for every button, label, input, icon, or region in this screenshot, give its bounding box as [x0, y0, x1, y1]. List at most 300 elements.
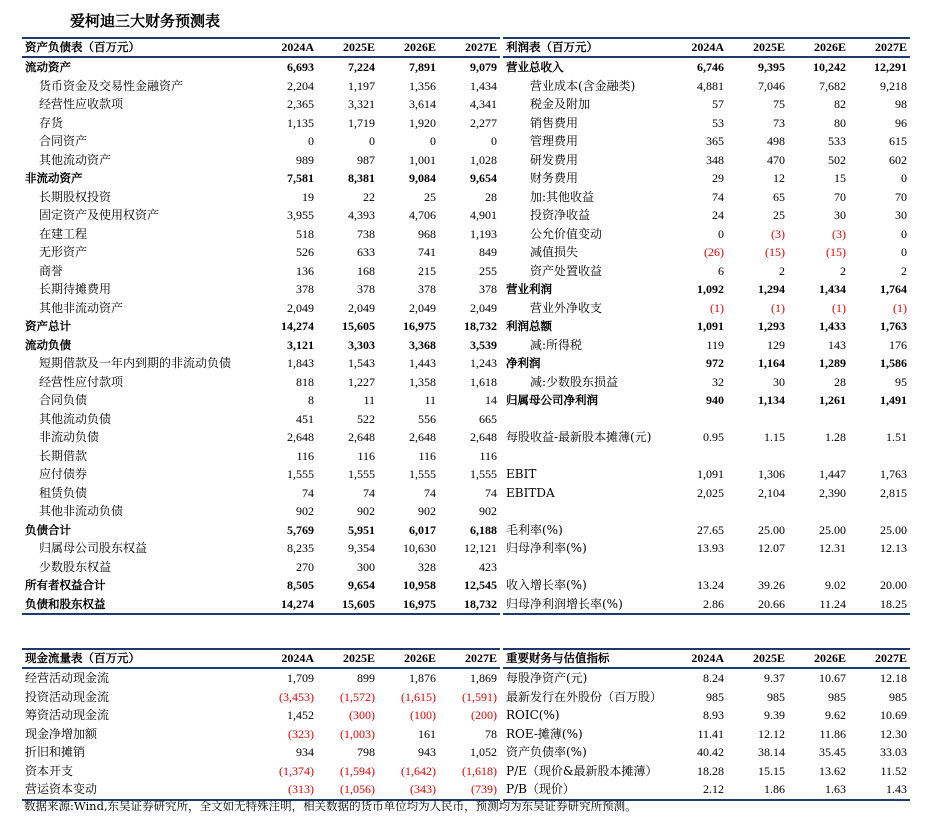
- row-value: 4,901: [470, 208, 497, 222]
- table-row: [22, 428, 500, 447]
- row-value: 168: [357, 263, 375, 278]
- row-value: 902: [479, 504, 497, 518]
- row-value: 9.39: [764, 708, 785, 722]
- row-value: 1.15: [764, 430, 785, 444]
- row-label: 财务费用: [530, 171, 579, 185]
- row-value: 11: [363, 393, 375, 407]
- cashflow-table: [22, 648, 500, 801]
- row-value: 11.52: [880, 763, 907, 778]
- row-value: 818: [296, 374, 314, 389]
- row-value: 6,746: [697, 60, 724, 74]
- row-label: 长期借款: [39, 448, 88, 463]
- row-label: 经营活动现金流: [25, 671, 110, 685]
- row-value: (323): [288, 726, 314, 741]
- row-value: 12.31: [819, 541, 846, 555]
- row-value: 38.14: [758, 745, 785, 759]
- row-value: 12: [773, 171, 785, 185]
- row-value: 934: [296, 745, 314, 759]
- row-value: 2,277: [470, 115, 497, 130]
- row-value: 255: [479, 263, 497, 278]
- row-value: 116: [296, 448, 314, 463]
- row-value: 3,539: [470, 337, 497, 352]
- row-value: 1,092: [697, 282, 724, 296]
- table-row: [22, 262, 500, 281]
- row-value: 378: [357, 282, 375, 296]
- row-value: 522: [357, 411, 375, 426]
- row-value: [727, 447, 788, 466]
- row-label: 资产处置收益: [530, 263, 603, 278]
- row-value: 7,891: [409, 60, 436, 74]
- row-value: 3,955: [287, 208, 314, 222]
- row-value: 378: [296, 282, 314, 296]
- table-row: [503, 688, 910, 707]
- page-title: 爱柯迪三大财务预测表: [70, 12, 221, 30]
- row-value: 1.43: [849, 780, 910, 800]
- row-value: 1,443: [409, 356, 436, 370]
- row-value: 6: [718, 263, 724, 278]
- row-value: 2,648: [409, 430, 436, 444]
- row-value: 14: [485, 393, 497, 407]
- table-row: [503, 762, 910, 781]
- row-value: 1,306: [758, 467, 785, 481]
- row-value: 12.18: [880, 671, 907, 685]
- row-value: 0: [491, 134, 497, 148]
- row-value: 2,648: [287, 430, 314, 444]
- row-value: 82: [834, 97, 846, 111]
- row-label: 营业总收入: [506, 60, 564, 74]
- table-row: [503, 410, 910, 429]
- table-row: [503, 576, 910, 595]
- cashflow-header-year: 2025E: [317, 649, 378, 668]
- row-value: 3,121: [287, 337, 314, 352]
- valuation-table: [503, 648, 910, 801]
- row-value: 556: [418, 411, 436, 426]
- row-value: 20.00: [880, 578, 907, 592]
- row-label: 流动资产: [25, 60, 71, 74]
- table-row: [22, 188, 500, 207]
- row-label: 公允价值变动: [530, 226, 603, 241]
- balance-header-title: 资产负债表（百万元）: [22, 38, 256, 57]
- income-header-year: 2024A: [666, 38, 727, 57]
- row-value: (3): [832, 226, 846, 241]
- row-value: (26): [704, 245, 724, 259]
- table-row: [503, 373, 910, 392]
- row-value: 9,079: [470, 60, 497, 74]
- row-value: 798: [357, 745, 375, 759]
- row-label: 合同负债: [39, 393, 88, 407]
- row-label: 营业成本(含金融类): [530, 78, 636, 93]
- row-value: 9,654: [348, 578, 375, 592]
- row-label: 短期借款及一年内到期的非流动负债: [39, 356, 232, 370]
- row-label: 货币资金及交易性金融资产: [39, 78, 184, 93]
- row-label: 销售费用: [530, 115, 579, 130]
- row-label: 非流动负债: [39, 430, 100, 444]
- row-value: 985: [889, 689, 907, 704]
- row-label: 现金净增加额: [25, 726, 98, 741]
- row-value: 10,958: [403, 578, 436, 592]
- row-value: 9.62: [825, 708, 846, 722]
- table-row: [22, 558, 500, 577]
- row-value: 15,605: [317, 595, 378, 615]
- row-value: (1): [893, 300, 907, 315]
- row-label: [503, 447, 666, 466]
- row-value: 28: [834, 374, 846, 389]
- row-label: 资产负债率(%): [506, 745, 587, 759]
- row-value: 1,289: [819, 356, 846, 370]
- row-value: 14,274: [256, 595, 317, 615]
- row-value: 902: [418, 504, 436, 518]
- row-value: (1,615): [401, 689, 436, 704]
- cashflow-header-year: 2024A: [256, 649, 317, 668]
- row-value: [849, 558, 910, 577]
- row-value: 12.07: [758, 541, 785, 555]
- row-value: 2,648: [470, 430, 497, 444]
- row-value: (343): [378, 780, 439, 800]
- table-row: [503, 132, 910, 151]
- row-label: 减值损失: [530, 245, 579, 259]
- row-value: 8: [308, 393, 314, 407]
- row-label: 每股收益-最新股本摊薄(元): [506, 430, 652, 444]
- row-value: [788, 558, 849, 577]
- row-value: 2,049: [470, 300, 497, 315]
- row-value: 902: [357, 504, 375, 518]
- row-value: 1,869: [470, 671, 497, 685]
- row-value: 0: [901, 226, 907, 241]
- table-row: [22, 762, 500, 781]
- row-value: 74: [712, 189, 724, 204]
- table-row: [503, 299, 910, 318]
- row-value: 11.41: [697, 726, 724, 741]
- row-value: 1,358: [409, 374, 436, 389]
- row-value: 14,274: [281, 319, 314, 333]
- row-value: 18,732: [439, 595, 500, 615]
- row-value: 16,975: [403, 319, 436, 333]
- row-label: 折旧和摊销: [25, 745, 86, 759]
- row-label: 减:少数股东损益: [530, 374, 619, 389]
- row-value: 0: [430, 134, 436, 148]
- valuation-header-year: 2025E: [727, 649, 788, 668]
- row-value: 16,975: [378, 595, 439, 615]
- row-label: 营业外净收支: [530, 300, 603, 315]
- balance-header-year: 2027E: [439, 38, 500, 57]
- row-label: 管理费用: [530, 134, 579, 148]
- row-value: 116: [418, 448, 436, 463]
- row-value: 33.03: [880, 745, 907, 759]
- row-value: 2.12: [666, 780, 727, 800]
- table-row: [503, 57, 910, 77]
- row-value: 39.26: [758, 578, 785, 592]
- row-label: 加:其他收益: [530, 189, 595, 204]
- row-value: 57: [712, 97, 724, 111]
- row-label: P/E（现价&最新股本摊薄）: [506, 763, 658, 778]
- row-value: 20.66: [727, 595, 788, 615]
- table-row: [22, 57, 500, 77]
- row-label: 负债合计: [25, 522, 71, 537]
- income-header-year: 2027E: [849, 38, 910, 57]
- row-value: (1,591): [462, 689, 497, 704]
- row-label: 少数股东权益: [39, 559, 112, 574]
- row-value: 1,294: [758, 282, 785, 296]
- valuation-header-row: [503, 649, 910, 668]
- table-row: [22, 668, 500, 688]
- row-value: 215: [418, 263, 436, 278]
- row-value: 0.95: [703, 430, 724, 444]
- row-value: 1,293: [758, 319, 785, 333]
- row-label: 其他非流动负债: [39, 504, 124, 518]
- row-value: 940: [706, 393, 724, 407]
- row-value: 2,049: [348, 300, 375, 315]
- table-row: [503, 225, 910, 244]
- row-value: 1,709: [287, 671, 314, 685]
- row-value: 1,193: [470, 226, 497, 241]
- row-value: (200): [471, 708, 497, 722]
- row-value: 1,447: [819, 467, 846, 481]
- row-label: 合同资产: [39, 134, 88, 148]
- row-value: 741: [418, 245, 436, 259]
- row-value: 968: [418, 226, 436, 241]
- row-value: 3,614: [409, 97, 436, 111]
- row-value: 116: [479, 448, 497, 463]
- row-value: 75: [773, 97, 785, 111]
- row-value: 9,218: [880, 78, 907, 93]
- row-value: 24: [712, 208, 724, 222]
- row-value: 2.86: [666, 595, 727, 615]
- row-value: 98: [895, 97, 907, 111]
- row-value: [666, 558, 727, 577]
- row-value: 74: [485, 485, 497, 500]
- row-value: [788, 447, 849, 466]
- row-value: 29: [712, 171, 724, 185]
- row-value: 0: [308, 134, 314, 148]
- row-value: 6,188: [470, 522, 497, 537]
- row-value: 8.24: [703, 671, 724, 685]
- row-value: (1,572): [340, 689, 375, 704]
- table-row: [22, 354, 500, 373]
- table-row: [503, 595, 910, 615]
- table-row: [22, 132, 500, 151]
- row-value: 10,630: [403, 541, 436, 555]
- table-row: [22, 465, 500, 484]
- row-value: (300): [349, 708, 375, 722]
- row-value: 176: [889, 337, 907, 352]
- row-value: [727, 410, 788, 429]
- row-value: 849: [479, 245, 497, 259]
- table-row: [503, 77, 910, 96]
- row-value: 378: [479, 282, 497, 296]
- row-value: 11.86: [819, 726, 846, 741]
- row-value: 12.30: [880, 726, 907, 741]
- row-value: 7,224: [348, 60, 375, 74]
- row-value: 13.24: [697, 578, 724, 592]
- table-row: [503, 743, 910, 762]
- row-value: 1,843: [287, 356, 314, 370]
- row-value: 25: [773, 208, 785, 222]
- row-value: (1,056): [317, 780, 378, 800]
- row-value: 12,545: [464, 578, 497, 592]
- row-value: 3,368: [409, 337, 436, 352]
- table-row: [22, 502, 500, 521]
- table-row: [503, 521, 910, 540]
- table-row: [22, 447, 500, 466]
- cashflow-header-year: 2026E: [378, 649, 439, 668]
- row-value: 985: [706, 689, 724, 704]
- row-label: EBIT: [506, 467, 537, 481]
- row-value: 1,227: [348, 374, 375, 389]
- row-label: EBITDA: [506, 485, 555, 500]
- row-label: 投资活动现金流: [25, 689, 110, 704]
- row-value: 4,393: [348, 208, 375, 222]
- row-value: 270: [296, 559, 314, 574]
- row-value: 116: [357, 448, 375, 463]
- row-value: 7,581: [287, 171, 314, 185]
- table-row: [22, 77, 500, 96]
- row-value: 2,815: [880, 485, 907, 500]
- row-value: 7,682: [819, 78, 846, 93]
- row-label: 无形资产: [39, 245, 88, 259]
- row-value: 1,091: [697, 467, 724, 481]
- row-value: 1,028: [470, 152, 497, 167]
- row-label: ROIC(%): [506, 708, 560, 722]
- row-value: 13.62: [819, 763, 846, 778]
- row-value: 533: [828, 134, 846, 148]
- row-value: 74: [363, 485, 375, 500]
- row-value: 12.13: [880, 541, 907, 555]
- row-value: (1,374): [279, 763, 314, 778]
- valuation-header-year: 2024A: [666, 649, 727, 668]
- row-label: 归属母公司净利润: [506, 393, 598, 407]
- row-value: 28: [485, 189, 497, 204]
- row-value: 2: [779, 263, 785, 278]
- table-row: [22, 317, 500, 336]
- row-value: 989: [296, 152, 314, 167]
- row-value: 3,321: [348, 97, 375, 111]
- row-value: 0: [901, 245, 907, 259]
- row-value: 1.86: [727, 780, 788, 800]
- cashflow-header-year: 2027E: [439, 649, 500, 668]
- table-row: [503, 354, 910, 373]
- row-value: (3,453): [279, 689, 314, 704]
- row-value: 8,505: [287, 578, 314, 592]
- table-row: [22, 706, 500, 725]
- row-value: 74: [302, 485, 314, 500]
- row-label: 资产总计: [25, 319, 71, 333]
- row-value: 119: [706, 337, 724, 352]
- row-label: 最新发行在外股份（百万股）: [506, 689, 663, 704]
- table-row: [22, 780, 500, 800]
- table-row: [503, 317, 910, 336]
- row-value: 6,693: [287, 60, 314, 74]
- table-row: [503, 539, 910, 558]
- row-value: 1,197: [348, 78, 375, 93]
- row-value: 65: [773, 189, 785, 204]
- row-label: 固定资产及使用权资产: [39, 208, 160, 222]
- row-value: 30: [834, 208, 846, 222]
- table-row: [22, 595, 500, 615]
- row-value: (100): [410, 708, 436, 722]
- row-value: 74: [424, 485, 436, 500]
- row-value: 32: [712, 374, 724, 389]
- row-value: 633: [357, 245, 375, 259]
- row-value: 1,555: [470, 467, 497, 481]
- income-header-year: 2025E: [727, 38, 788, 57]
- table-row: [503, 706, 910, 725]
- table-row: [503, 336, 910, 355]
- row-value: 985: [767, 689, 785, 704]
- row-value: 30: [773, 374, 785, 389]
- table-row: [503, 206, 910, 225]
- row-value: [727, 558, 788, 577]
- row-value: 526: [296, 245, 314, 259]
- row-value: 6,017: [409, 522, 436, 537]
- balance-header-year: 2026E: [378, 38, 439, 57]
- table-row: [503, 95, 910, 114]
- cashflow-header-row: [22, 649, 500, 668]
- row-value: 423: [479, 559, 497, 574]
- row-value: 8,235: [287, 541, 314, 555]
- row-value: [727, 502, 788, 521]
- row-value: 985: [828, 689, 846, 704]
- row-value: 78: [485, 726, 497, 741]
- row-label: 净利润: [506, 356, 541, 370]
- row-value: [788, 410, 849, 429]
- row-label: 长期股权投资: [39, 189, 112, 204]
- table-row: [503, 668, 910, 688]
- valuation-header-year: 2027E: [849, 649, 910, 668]
- table-row: [22, 151, 500, 170]
- row-value: 70: [895, 189, 907, 204]
- row-value: 502: [828, 152, 846, 167]
- table-row: [503, 725, 910, 744]
- row-label: 租赁负债: [39, 485, 88, 500]
- row-value: 2: [840, 263, 846, 278]
- valuation-header-year: 2026E: [788, 649, 849, 668]
- row-value: 1,091: [697, 319, 724, 333]
- table-row: [503, 151, 910, 170]
- table-row: [22, 521, 500, 540]
- row-value: 40.42: [697, 745, 724, 759]
- row-value: 2,204: [287, 78, 314, 93]
- table-row: [503, 114, 910, 133]
- row-value: 378: [418, 282, 436, 296]
- row-value: (739): [439, 780, 500, 800]
- row-label: 应付债券: [39, 467, 88, 481]
- row-value: 5,769: [287, 522, 314, 537]
- row-value: 1,618: [470, 374, 497, 389]
- row-value: 11.24: [788, 595, 849, 615]
- cashflow-header-title: 现金流量表（百万元）: [22, 649, 256, 668]
- income-statement-table: [503, 37, 910, 615]
- row-value: 365: [706, 134, 724, 148]
- row-label: 存货: [39, 115, 64, 130]
- row-value: 1,555: [409, 467, 436, 481]
- row-value: 1,001: [409, 152, 436, 167]
- row-value: 987: [357, 152, 375, 167]
- row-value: 25.00: [758, 522, 785, 537]
- row-value: 73: [773, 115, 785, 130]
- table-row: [22, 169, 500, 188]
- row-value: 1,763: [880, 319, 907, 333]
- row-value: 1,452: [287, 708, 314, 722]
- row-value: 11: [424, 393, 436, 407]
- row-label: 营运资本变动: [22, 780, 256, 800]
- row-value: 53: [712, 115, 724, 130]
- row-value: 27.65: [697, 522, 724, 537]
- row-value: 10,242: [813, 60, 846, 74]
- row-value: 95: [895, 374, 907, 389]
- row-value: (1): [710, 300, 724, 315]
- row-value: 9.02: [825, 578, 846, 592]
- table-row: [22, 725, 500, 744]
